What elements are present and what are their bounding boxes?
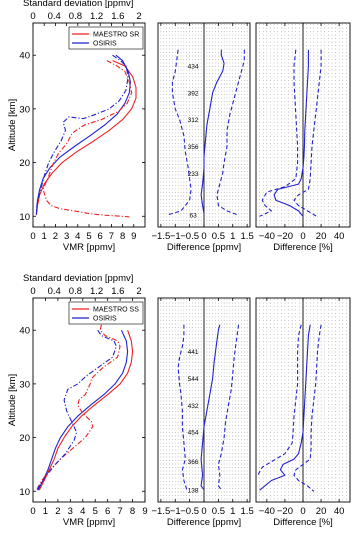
sample-count-label: 63 bbox=[189, 212, 197, 220]
top-tick-label: 1.2 bbox=[89, 286, 104, 297]
x-tick-label: −40 bbox=[258, 506, 275, 517]
x-tick-label: 8 bbox=[119, 231, 126, 242]
y-tick-label: 40 bbox=[19, 325, 30, 337]
x-tick-label: −20 bbox=[276, 506, 293, 517]
x-tick-label: 1 bbox=[41, 231, 47, 242]
top-tick-label: 2 bbox=[136, 11, 142, 22]
top-tick-label: 0 bbox=[30, 11, 36, 22]
x-tick-label: 20 bbox=[315, 231, 327, 242]
sample-count-label: 454 bbox=[187, 429, 199, 437]
x-tick-label: −1 bbox=[169, 231, 181, 242]
legend bbox=[69, 27, 143, 49]
x-tick-label: 2 bbox=[52, 231, 59, 242]
top-tick-label: 0.4 bbox=[47, 286, 61, 297]
x-tick-label: −0.5 bbox=[180, 506, 200, 517]
panel-1 bbox=[7, 0, 145, 253]
x-tick-label: −1.5 bbox=[151, 231, 171, 242]
x-tick-label: −1 bbox=[169, 506, 181, 517]
y-tick-label: 10 bbox=[19, 486, 30, 498]
x-axis-label: Difference [ppmv] bbox=[166, 242, 242, 253]
x-tick-label: 5 bbox=[92, 506, 98, 517]
x-tick-label: 1 bbox=[42, 506, 49, 517]
sample-count-label: 356 bbox=[187, 143, 199, 151]
x-tick-label: 0 bbox=[30, 231, 36, 242]
top-tick-label: 1.2 bbox=[89, 11, 104, 22]
x-tick-label: 1 bbox=[230, 506, 236, 517]
x-tick-label: −40 bbox=[258, 231, 275, 242]
x-tick-label: 6 bbox=[105, 506, 111, 517]
series-line-2 bbox=[258, 325, 301, 475]
legend bbox=[69, 302, 143, 324]
series-line-3 bbox=[43, 61, 132, 217]
x-axis-label: Difference [%] bbox=[273, 517, 333, 528]
top-tick-label: 0.4 bbox=[47, 11, 61, 22]
sample-count-label: 434 bbox=[187, 63, 199, 71]
x-tick-label: 1 bbox=[230, 231, 236, 242]
legend-entry: OSIRIS bbox=[93, 40, 117, 48]
x-tick-label: 40 bbox=[333, 506, 345, 517]
y-tick-label: 40 bbox=[19, 50, 30, 62]
x-axis-label: Difference [%] bbox=[273, 242, 333, 253]
x-axis-label: Difference [ppmv] bbox=[166, 517, 242, 528]
panel-2 bbox=[151, 23, 253, 253]
x-tick-label: 4 bbox=[75, 231, 81, 242]
top-axis-label: Standard deviation [ppmv] bbox=[23, 273, 134, 284]
y-tick-label: 20 bbox=[19, 433, 30, 445]
x-tick-label: 2 bbox=[55, 506, 61, 517]
x-tick-label: 7 bbox=[117, 506, 123, 517]
sample-count-label: 312 bbox=[187, 117, 199, 125]
top-tick-label: 2 bbox=[136, 286, 142, 297]
top-tick-label: 0 bbox=[30, 286, 36, 297]
x-tick-label: 3 bbox=[63, 231, 70, 242]
x-tick-label: 0 bbox=[30, 506, 36, 517]
x-tick-label: 1.5 bbox=[240, 231, 254, 242]
x-axis-label: VMR [ppmv] bbox=[62, 242, 116, 253]
panel-6 bbox=[256, 298, 350, 528]
series-line-4 bbox=[36, 55, 128, 215]
legend-entry: MAESTRO SR bbox=[93, 31, 140, 39]
x-tick-label: 3 bbox=[67, 506, 73, 517]
sample-count-label: 544 bbox=[187, 376, 199, 384]
panel-4 bbox=[7, 273, 148, 528]
series-line-2 bbox=[36, 55, 130, 213]
sample-count-label: 233 bbox=[187, 170, 199, 178]
legend-entry: MAESTRO SS bbox=[93, 306, 139, 314]
x-tick-label: 9 bbox=[131, 231, 137, 242]
plot-frame bbox=[33, 23, 145, 227]
series-line-3 bbox=[218, 325, 238, 490]
top-tick-label: 1.6 bbox=[111, 286, 125, 297]
top-tick-label: 0.8 bbox=[68, 286, 83, 297]
x-tick-label: 9 bbox=[142, 506, 148, 517]
panel-5 bbox=[151, 298, 253, 528]
x-tick-label: 7 bbox=[108, 231, 115, 242]
panel-3 bbox=[256, 23, 350, 253]
y-tick-label: 10 bbox=[19, 211, 30, 223]
sample-count-label: 138 bbox=[187, 487, 199, 495]
sample-count-label: 366 bbox=[187, 459, 199, 467]
x-tick-label: 0 bbox=[201, 231, 207, 242]
y-tick-label: 30 bbox=[19, 104, 30, 116]
series-line-2 bbox=[167, 50, 192, 215]
x-tick-label: 4 bbox=[80, 506, 86, 517]
y-axis-label: Altitude [km] bbox=[7, 98, 18, 152]
sample-count-label: 392 bbox=[187, 90, 199, 98]
x-tick-label: 8 bbox=[129, 506, 136, 517]
x-tick-label: −0.5 bbox=[180, 231, 200, 242]
x-axis-label: VMR [ppmv] bbox=[62, 517, 116, 528]
x-tick-label: 40 bbox=[333, 231, 345, 242]
top-tick-label: 1.6 bbox=[111, 11, 125, 22]
x-tick-label: 1.5 bbox=[240, 506, 254, 517]
x-tick-label: 0 bbox=[300, 231, 306, 242]
y-axis-label: Altitude [km] bbox=[7, 373, 18, 427]
x-tick-label: 5 bbox=[86, 231, 92, 242]
x-tick-label: 0 bbox=[201, 506, 207, 517]
sample-count-label: 441 bbox=[187, 349, 199, 357]
x-tick-label: −20 bbox=[276, 231, 293, 242]
x-tick-label: 0.5 bbox=[211, 231, 225, 242]
top-axis-label: Standard deviation [ppmv] bbox=[23, 0, 134, 9]
sample-count-label: 432 bbox=[187, 402, 199, 410]
x-tick-label: 0.5 bbox=[211, 506, 225, 517]
x-tick-label: 20 bbox=[315, 506, 327, 517]
y-tick-label: 30 bbox=[19, 379, 30, 391]
top-tick-label: 0.8 bbox=[68, 11, 83, 22]
x-tick-label: −1.5 bbox=[151, 506, 171, 517]
series-line-2 bbox=[178, 325, 187, 490]
x-tick-label: 0 bbox=[300, 506, 306, 517]
y-tick-label: 20 bbox=[19, 158, 30, 170]
x-tick-label: 6 bbox=[97, 231, 103, 242]
legend-entry: OSIRIS bbox=[93, 315, 117, 323]
